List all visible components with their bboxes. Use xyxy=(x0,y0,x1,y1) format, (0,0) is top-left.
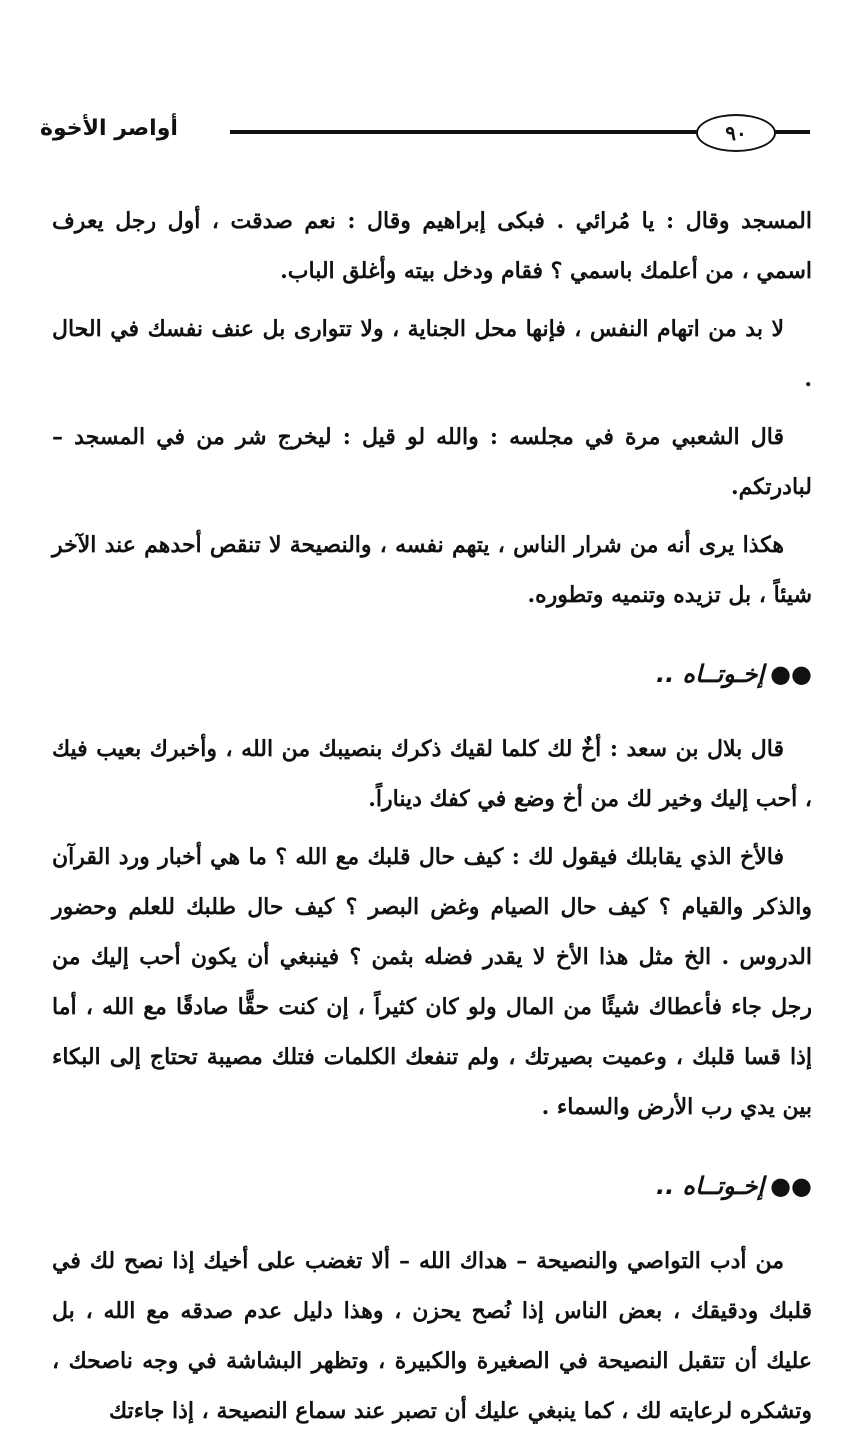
paragraph: قال الشعبي مرة في مجلسه : والله لو قيل : ليخرج شر من في المسجد – لبادرتكم. xyxy=(52,424,812,500)
paragraph: هكذا يرى أنه من شرار الناس ، يتهم نفسه ، والنصيحة لا تنقص أحدهم عند الآخر شيئاً ، بل تزيده وتنميه وتطوره. xyxy=(52,532,812,608)
page-body xyxy=(52,196,812,1444)
paragraph: قال بلال بن سعد : أخٌ لك كلما لقيك ذكرك بنصيبك من الله ، وأخبرك بعيب فيك ، أحب إليك وخير لك من أخ وضع في كفك ديناراً. xyxy=(52,736,812,812)
heading-text: إخـوتــاه .. xyxy=(655,660,765,688)
paragraph: المسجد وقال : يا مُرائي . فبكى إبراهيم وقال : نعم صدقت ، أول رجل يعرف اسمي ، من أعلمك باسمي ؟ فقام ودخل بيته وأغلق الباب. xyxy=(52,208,812,284)
paragraph: لا بد من اتهام النفس ، فإنها محل الجناية ، ولا تتوارى بل عنف نفسك في الحال . xyxy=(52,316,812,392)
page-number: ٩٠ xyxy=(696,114,776,152)
heading-bullet: ●● xyxy=(770,1172,812,1200)
heading-text: إخـوتــاه .. xyxy=(655,1172,765,1200)
page-header xyxy=(40,112,810,152)
book-title: أواصر الأخوة xyxy=(40,116,178,141)
paragraph: من أدب التواصي والنصيحة – هداك الله – ألا تغضب على أخيك إذا نصح لك في قلبك ودقيقك ، بعض الناس إذا نُصح يحزن ، وهذا دليل عدم صدقه مع الله ، بل عليك أن تتقبل النصيحة في الصغيرة والكبيرة ، وتظهر البشاشة في وجه ناصحك ، وتشكره لرعايته لك ، كما ينبغي عليك أن تصبر عند سماع النصيحة ، إذا جاءتك xyxy=(52,1248,812,1424)
heading-bullet: ●● xyxy=(770,660,812,688)
section-heading xyxy=(52,1166,812,1206)
section-heading xyxy=(52,654,812,694)
paragraph: فالأخ الذي يقابلك فيقول لك : كيف حال قلبك مع الله ؟ ما هي أخبار ورد القرآن والذكر والقيام ؟ كيف حال الصيام وغض البصر ؟ كيف حال طلبك للعلم وحضور الدروس . الخ مثل هذا الأخ لا يقدر فضله بثمن ؟ فينبغي أن يكون أحب إليك من رجل جاء فأعطاك شيئًا من المال ولو كان كثيراً ، إن كنت حقًّا صادقًا مع الله ، أما إذا قسا قلبك ، وعميت بصيرتك ، ولم تنفعك الكلمات فتلك مصيبة تحتاج إلى البكاء بين يدي رب الأرض والسماء . xyxy=(52,844,812,1120)
